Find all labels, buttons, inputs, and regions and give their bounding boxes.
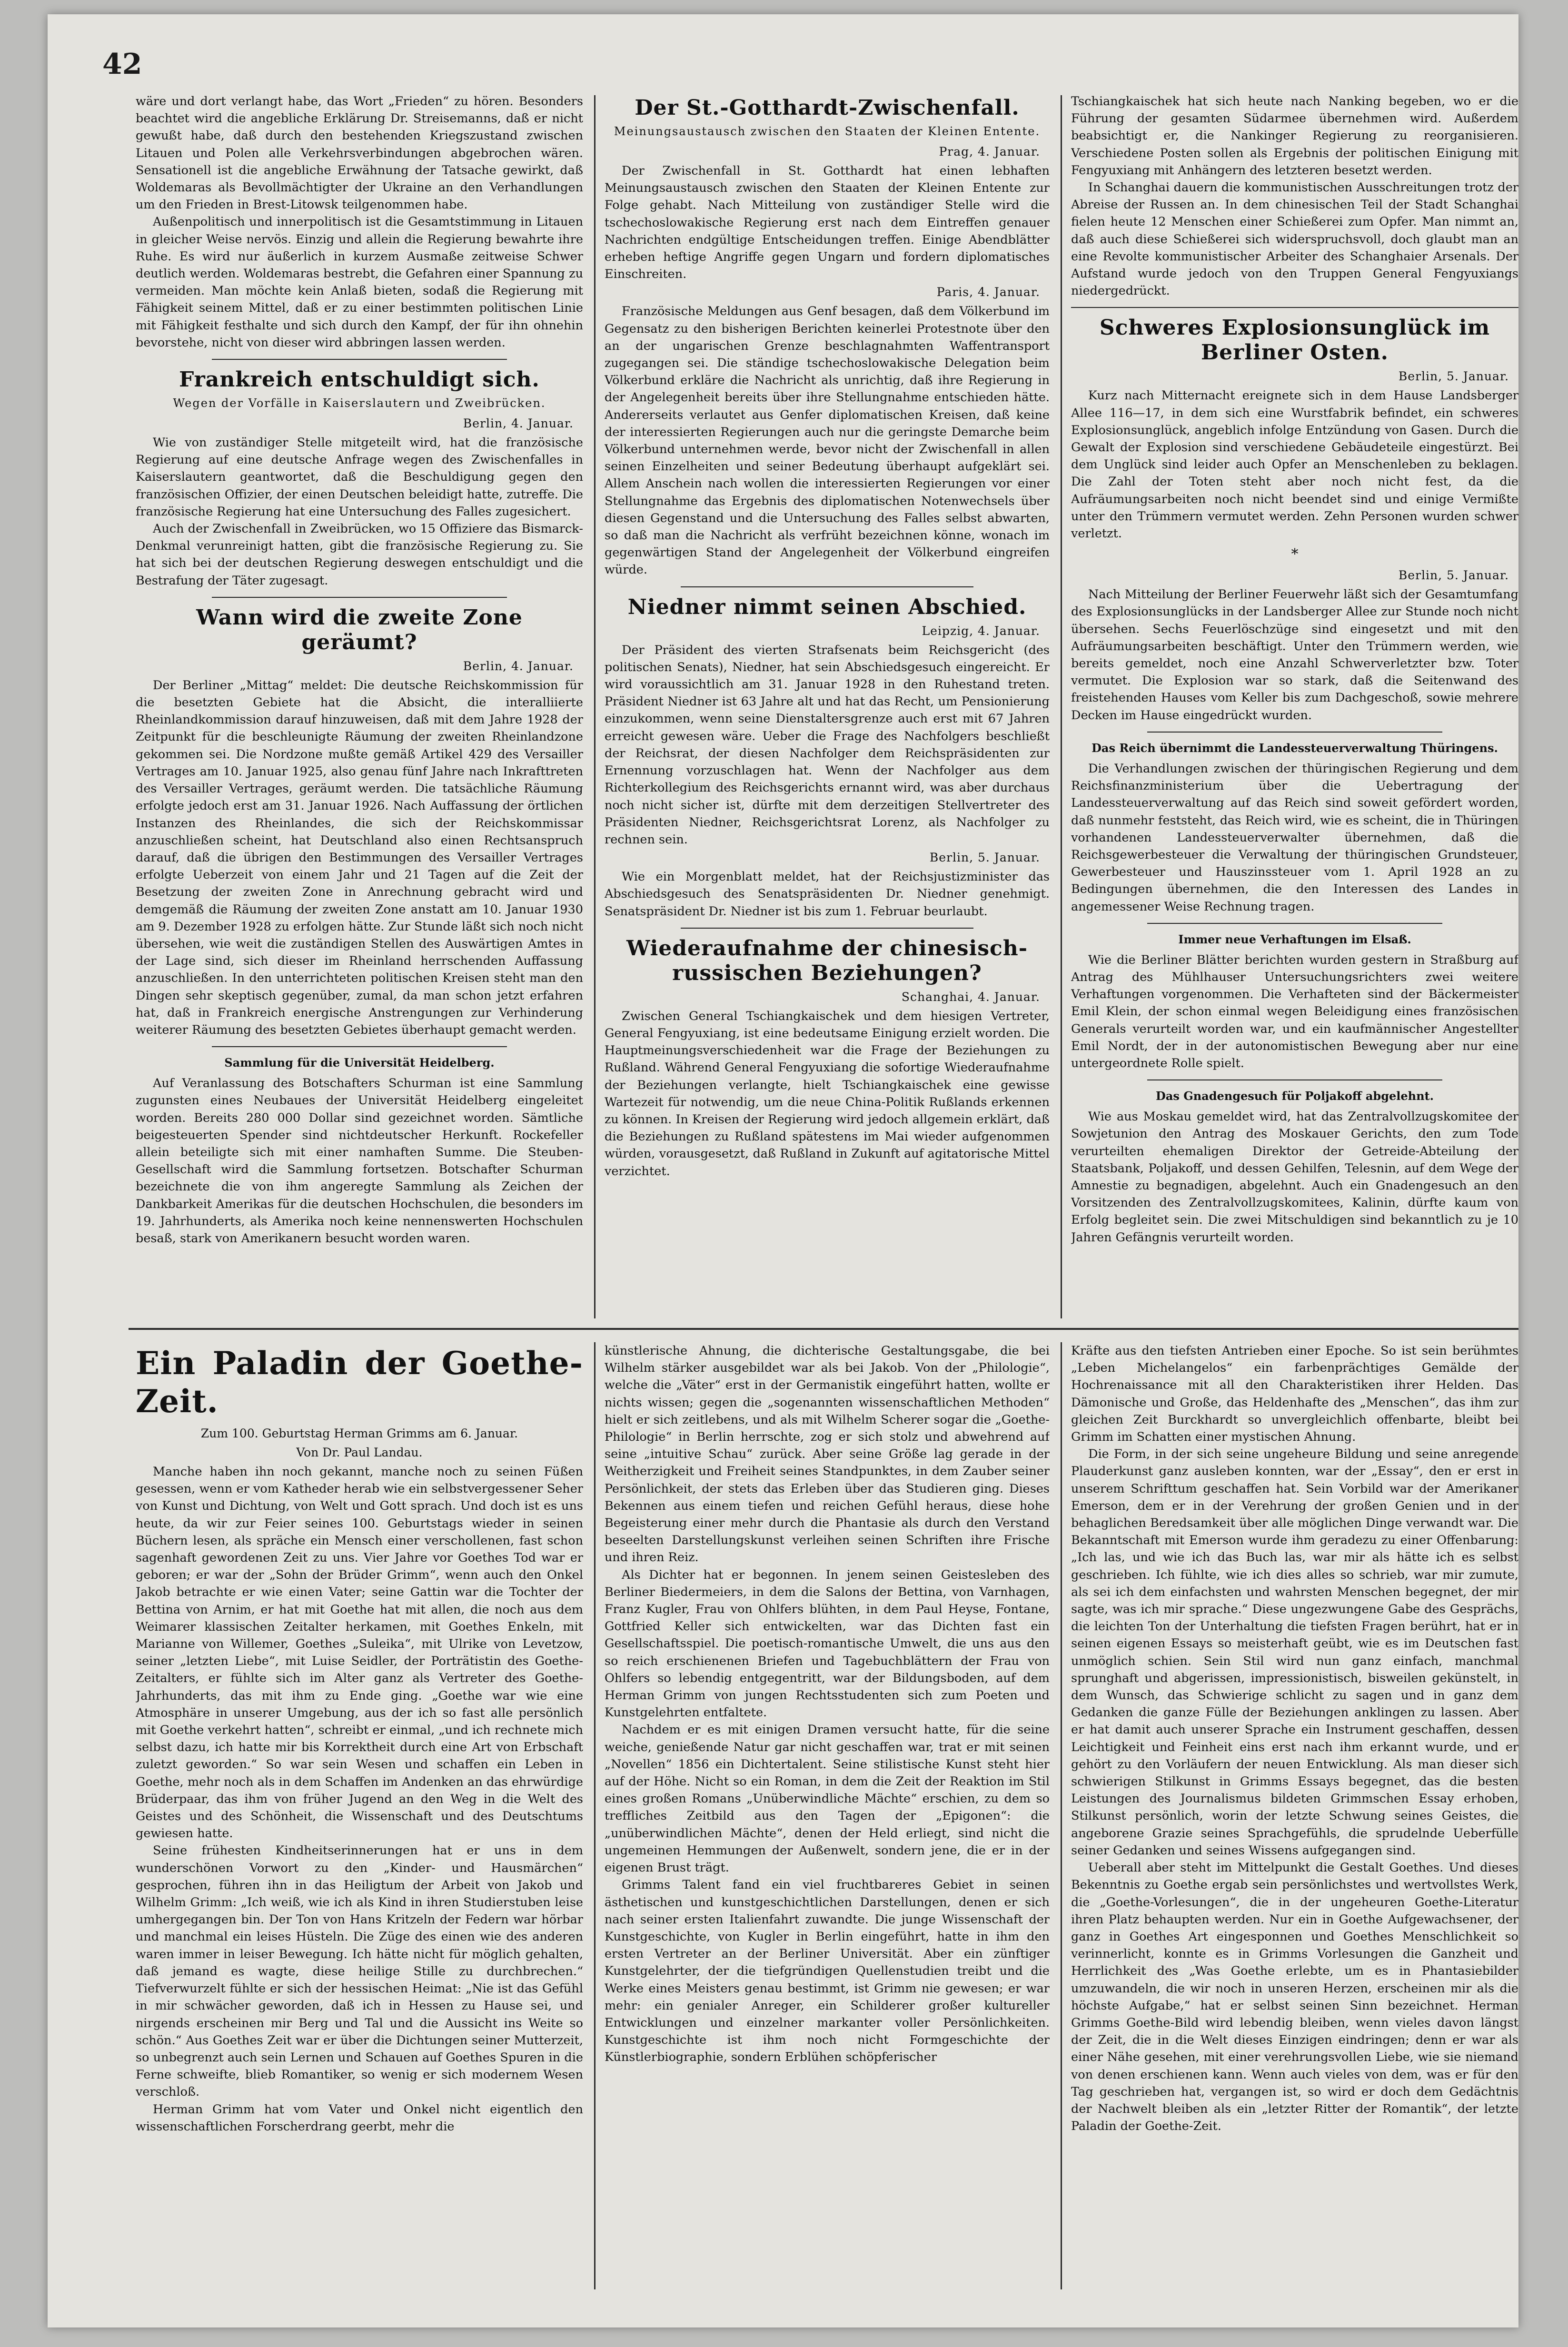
feature-subtitle: Zum 100. Geburtstag Herman Grimms am 6. Januar. xyxy=(200,1426,518,1440)
paragraph: Auf Veranlassung des Botschafters Schurman ist eine Sammlung zugunsten eines Neubaues der Universität Heidelberg eingeleitet worden. Bereits 280 000 Dollar sind gezeichnet worden. Sämtliche beigesteuerten Spender sind nichtdeutscher Herkunft. Rockefeller allein beteiligte sich mit einer namhaften Summe. Die Steuben-Gesellschaft wird die Sammlung fortsetzen. Botschafter Schurman bezeichnete die von ihm angeregte Sammlung als Zeichen der Dankbarkeit Amerikas für die deutschen Hochschulen, die besonders im 19. Jahrhunderts, als Amerika noch keine nennenswerten Hochschulen besaß, stark von Amerikanern besucht worden waren. xyxy=(136,1076,583,1246)
paragraph: Wie ein Morgenblatt meldet, hat der Reichsjustizminister das Abschiedsgesuch des Senatspräsidenten Dr. Niedner genehmigt. Senatspräsident Dr. Niedner ist bis zum 1. Februar beurlaubt. xyxy=(605,870,1050,919)
dateline: Leipzig, 4. Januar. xyxy=(922,624,1040,638)
headline-heidelberg: Sammlung für die Universität Heidelberg. xyxy=(224,1056,495,1070)
newspaper-page xyxy=(48,14,1518,2327)
paragraph: Ueberall aber steht im Mittelpunkt die Gestalt Goethes. Und dieses Bekenntnis zu Goethe ergab sein persönlichstes und wertvollstes Werk, die „Goethe-Vorlesungen“, die in der ungeheuren Goethe-Literatur ihren Platz behaupten werden. Nur ein in Goethe Aufgewachsener, der ganz in Goethes Art eingesponnen und Goethes Menschlichkeit so verinnerlicht, konnte es in Grimms Vorlesungen die Ganzheit und Herrlichkeit des „Was Goethe erlebte, um es in Phantasiebilder umzuwandeln, die wir noch in unseren Herzen, erscheinen mir als die höchste Aufgabe,“ hat er selbst seinen Sinn bezeichnet. Herman Grimms Goethe-Bild wird lebendig bleiben, wenn vieles davon längst der Zeit, die in die Welt dieses Einzigen eindringen; denn er war als einer Nähe gesehen, mit einer verehrungsvollen Liebe, wie sie niemand von denen erschienen kann. Wenn auch vieles von dem, was er für den Tag geschrieben hat, vergangen ist, so wird er doch dem Gedächtnis der Nachwelt bleiben als ein „letzter Ritter der Romantik“, der letzte Paladin der Goethe-Zeit. xyxy=(1071,1861,1518,2134)
feature-author: Von Dr. Paul Landau. xyxy=(296,1446,423,1459)
paragraph: Nachdem er es mit einigen Dramen versucht hatte, für die seine weiche, genießende Natur gar nicht geschaffen war, trat er mit seinen „Novellen“ 1856 ein Dichtertalent. Seine stilistische Kunst steht hier auf der Höhe. Nicht so ein Roman, in dem die Zeit der Reaktion im Stil eines großen Romans „Unüberwindliche Mächte“ erschien, zu dem so treffliches Zeitbild aus den Tagen der „Epigonen“: die „unüberwindlichen Mächte“, denen der Held erliegt, sind nicht die ungemeinen Hemmungen der Außenwelt, sondern jene, die er in der eigenen Brust trägt. xyxy=(605,1723,1050,1875)
paragraph: Als Dichter hat er begonnen. In jenem seinen Geistesleben des Berliner Biedermeiers, in dem die Salons der Bettina, von Varnhagen, Franz Kugler, Frau von Ohlfers blühten, in dem Paul Heyse, Fontane, Gottfried Keller sich entwickelten, war das Dichten fast ein Gesellschaftsspiel. Die poetisch-romantische Umwelt, die uns aus den so reich erschienenen Briefen und Tagebuchblättern der Frau von Ohlfers so lebendig entgegentritt, war der Bildungsboden, auf dem Herman Grimm von jungen Rechtsstudenten sich zum Poeten und Kunstgelehrten entfaltete. xyxy=(605,1567,1050,1720)
headline-frankreich: Frankreich entschuldigt sich. xyxy=(179,367,540,392)
paragraph: Zwischen General Tschiangkaischek und dem hiesigen Vertreter, General Fengyuxiang, ist eine bedeutsame Einigung erzielt worden. Die Hauptmeinungsverschiedenheit war die Frage der Beziehungen zu Rußland. Während General Fengyuxiang die sofortige Wiederaufnahme der Beziehungen verlangte, hielt Tschiangkaischek eine gewisse Wartezeit für notwendig, um die neue China-Politik Rußlands erkennen zu können. In Kreisen der Regierung wird jedoch allgemein erklärt, daß die Beziehungen zu Rußland spätestens im Mai wieder aufgenommen würden, vorausgesetzt, daß Rußland in Zukunft auf agitatorische Mittel verzichtet. xyxy=(605,1009,1050,1178)
divider xyxy=(681,586,973,587)
paragraph: Kräfte aus den tiefsten Antrieben einer Epoche. So ist sein berühmtes „Leben Michelangelos“ ein farbenprächtiges Gemälde der Hochrenaissance mit all den Charakteristiken ihrer Helden. Das Dämonische und Große, das Heldenhafte des „Menschen“, das ihm zur gleichen Zeit Burckhardt so unvergleichlich offenbarte, bleibt bei Grimm im Schatten einer mystischen Ahnung. xyxy=(1071,1344,1518,1445)
divider xyxy=(1147,732,1442,733)
paragraph: wäre und dort verlangt habe, das Wort „Frieden“ zu hören. Besonders beachtet wird die angebliche Erklärung Dr. Streisemanns, daß er nicht gewußt habe, daß durch den bestehenden Kriegszustand zwischen Litauen und Polen alle Verkehrsverbindungen abgebrochen wären. Sensationell ist die angebliche Erwähnung der Tatsache gewirkt, daß Woldemaras als Bevollmächtigter der Ukraine an den Verhandlungen um den Frieden in Brest-Litowsk teilgenommen habe. xyxy=(136,94,583,212)
feature-separator xyxy=(129,1328,1518,1330)
subheadline: Wegen der Vorfälle in Kaiserslautern und Zweibrücken. xyxy=(173,396,546,410)
paragraph: Herman Grimm hat vom Vater und Onkel nicht eigentlich den wissenschaftlichen Forscherdrang geerbt, mehr die xyxy=(136,2102,583,2134)
paragraph: Die Verhandlungen zwischen der thüringischen Regierung und dem Reichsfinanzministerium über die Uebertragung der Landessteuerverwaltung auf das Reich sind soweit gefördert worden, daß nunmehr feststeht, das Reich wird, wie es scheint, die in Thüringen vorhandenen Landessteuerverwalter übernehmen, daß die Reichsgewerbesteuer die Verwaltung der thüringischen Grundsteuer, Gewerbesteuer und Hauszinssteuer vom 1. April 1928 an zu Bedingungen übernehmen, die den Interessen des Landes in angemessener Weise Rechnung tragen. xyxy=(1071,761,1518,914)
dateline: Berlin, 4. Januar. xyxy=(463,659,574,673)
divider xyxy=(681,928,973,929)
paragraph: In Schanghai dauern die kommunistischen Ausschreitungen trotz der Abreise der Russen an. In dem chinesischen Teil der Stadt Schanghai fielen heute 12 Menschen einer Schießerei zum Opfer. Man nimmt an, daß auch diese Schießerei sich widerspruchsvoll, doch glaubt man an eine Revolte kommunistischer Arbeiter des Schanghaier Arsenals. Der Aufstand wurde jedoch von den Truppen General Fengyuxiangs niedergedrückt. xyxy=(1071,180,1518,298)
column-1 xyxy=(136,93,583,1292)
paragraph: Manche haben ihn noch gekannt, manche noch zu seinen Füßen gesessen, wenn er vom Katheder herab wie ein selbstvergessener Seher von Kunst und Dichtung, von Welt und Gott sprach. Und doch ist es uns heute, da wir zur Feier seines 100. Geburtstags wieder in seinen Büchern lesen, als spräche ein Mensch einer verschollenen, fast schon sagenhaft gewordenen Zeit zu uns. Vier Jahre vor Goethes Tod war er geboren; er war der „Sohn der Brüder Grimm“, wenn auch den Onkel Jakob betrachte er wie einen Vater; seine Gattin war die Tochter der Bettina von Arnim, er hat mit Goethe hat mit allen, die noch aus dem Weimarer klassischen Zeitalter herkamen, mit Goethes Enkeln, mit Marianne von Willemer, Goethes „Suleika“, mit Ulrike von Levetzow, seiner „letzten Liebe“, mit Luise Seidler, der Porträtistin des Goethe-Zeitalters, er fühlte sich im Alter ganz als Vertreter des Goethe-Jahrhunderts, das mit ihm zu Ende ging. „Goethe war wie eine Atmosphäre in unserer Umgebung, aus der ich so fast alle persönlich mit Goethe verkehrt hatten“, schreibt er einmal, „und ich rechnete mich selbst dazu, ich hatte mir bis Korrektheit durch eine Art von Erbschaft zuletzt geworden.“ So war sein Wesen und schaffen ein Leben in Goethe, mehr noch als in dem Schaffen im Andenken an das ehrwürdige Brüderpaar, das ihm von früher Jugend an den Weg in die Welt des Geistes und des Schönheit, die Wissenschaft und des Deutschtums gewiesen hatte. xyxy=(136,1465,583,1841)
paragraph: Grimms Talent fand ein viel fruchtbareres Gebiet in seinen ästhetischen und kunstgeschichtlichen Darstellungen, denen er sich nach seiner ersten Italienfahrt zuwandte. Die junge Wissenschaft der Kunstgeschichte, von Kugler in Berlin eingeführt, hatte in ihm den ersten Vertreter an der Berliner Universität. Aber ein zünftiger Kunstgelehrter, der die tiefgründigen Quellenstudien treibt und die Werke eines Meisters genau bestimmt, ist Grimm nie gewesen; er war mehr: ein genialer Anreger, ein Schilderer großer kultureller Entwicklungen und einzelner markanter voller Persönlichkeiten. Kunstgeschichte ist ihm noch nicht Formgeschichte der Künstlerbiographie, sondern Erblühen schöpferischer xyxy=(605,1878,1050,2065)
divider xyxy=(212,1046,507,1047)
divider xyxy=(1147,1079,1442,1080)
column-2 xyxy=(605,93,1050,1311)
divider xyxy=(1071,307,1518,308)
feature-column-1 xyxy=(136,1342,583,2294)
feature-column-3 xyxy=(1071,1342,1518,2289)
headline-explosion: Schweres Explosionsunglück im Berliner Osten. xyxy=(1099,316,1490,365)
dateline: Paris, 4. Januar. xyxy=(936,285,1040,299)
paragraph: Tschiangkaischek hat sich heute nach Nanking begeben, wo er die Führung der gesamten Südarmee übernehmen wird. Außerdem beabsichtigt er, die Nankinger Regierung zu reorganisieren. Verschiedene Posten sollen als Ergebnis der politischen Einigung mit Fengyuxiang mit Anhängern des letzteren besetzt werden. xyxy=(1071,94,1518,178)
dateline: Berlin, 5. Januar. xyxy=(929,851,1040,865)
paragraph: Auch der Zwischenfall in Zweibrücken, wo 15 Offiziere das Bismarck-Denkmal verunreinigt hatten, gibt die französische Regierung zu. Sie hat sich bei der deutschen Regierung deswegen entschuldigt und die Bestrafung der Täter zugesagt. xyxy=(136,522,583,588)
paragraph: Der Präsident des vierten Strafsenats beim Reichsgericht (des politischen Senats), Niedner, hat sein Abschiedsgesuch eingereicht. Er wird voraussichtlich am 31. Januar 1928 in den Ruhestand treten. Präsident Niedner ist 63 Jahre alt und hat das Recht, um Pensionierung einzukommen, wenn seine Dienstaltersgrenze auch erst mit 67 Jahren erreicht gewesen wäre. Ueber die Frage des Nachfolgers beschließt der Reichsrat, der diesen Nachfolger dem Reichspräsidenten zur Ernennung vorzuschlagen hat. Wenn der Nachfolger aus dem Richterkollegium des Reichsgerichts ernannt wird, was aber durchaus noch nicht sicher ist, dürfte mit dem derzeitigen Stellvertreter des Präsidenten Niedner, Reichsgerichtsrat Lorenz, als Nachfolger zu rechnen sein. xyxy=(605,643,1050,847)
column-rule xyxy=(1061,1342,1062,2289)
paragraph: Außenpolitisch und innerpolitisch ist die Gesamtstimmung in Litauen in gleicher Weise nervös. Einzig und allein die Regierung bewahrte ihre Ruhe. Es wird nur äußerlich in kurzem Ausmaße zeitweise Schwer deutlich werden. Woldemaras bestrebt, die Gefahren einer Spannung zu vermeiden. Man möchte kein Anlaß bieten, sodaß die Regierung mit Fähigkeit seinem Mittel, daß er zu einer bestimmten politischen Linie mit Fähigkeit festhalte und sich durch den Kampf, der für ihn ohnehin bevorstehe, nicht von dieser wird abbringen lassen werden. xyxy=(136,215,583,350)
paragraph: Nach Mitteilung der Berliner Feuerwehr läßt sich der Gesamtumfang des Explosionsunglücks in der Landsberger Allee zur Stunde noch nicht übersehen. Sechs Feuerlöschzüge sind eingesetzt und mit den Aufräumungsarbeiten beschäftigt. Unter den Trümmern werden, wie bereits gemeldet, noch eine Anzahl Schwerverletzter bzw. Toter vermutet. Die Explosion war so stark, daß die Seitenwand des freistehenden Hauses vom Keller bis zum Dachgeschoß, sowie mehrere Decken im Hause eingedrückt wurden. xyxy=(1071,587,1518,723)
headline-china: Wiederaufnahme der chinesisch-russischen Beziehungen? xyxy=(626,936,1028,985)
subheadline: Meinungsaustausch zwischen den Staaten der Kleinen Entente. xyxy=(614,125,1041,138)
divider xyxy=(212,359,507,360)
paragraph: Die Form, in der sich seine ungeheure Bildung und seine anregende Plauderkunst ganz ausleben konnten, war der „Essay“, den er erst in unserem Schrifttum geschaffen hat. Sein Vorbild war der Amerikaner Emerson, dem er in der Verehrung der großen Genien und in der behaglichen Beredsamkeit über alle möglichen Dinge verwandt war. Die Bekanntschaft mit Emerson wurde ihm geradezu zu einer Offenbarung: „Ich las, und wie ich das Buch las, war mir als hätte ich es selbst geschrieben. Ich fühlte, wie ich dies alles so schrieb, war mir zumute, als sei ich dem einfachsten und wahrsten Menschen begegnet, der mir sagte, was ich mir sprache.“ Diese ungezwungene Gabe des Gesprächs, die leichten Ton der Unterhaltung die tiefsten Fragen berührt, hat er in seinen eigenen Essays so meisterhaft geübt, wie es im Deutschen fast unmöglich schien. Sein Stil wird nun ganz einfach, manchmal sprunghaft und abgerissen, impressionistisch, bisweilen gekünstelt, in dem Wunsch, das Schwierige schlicht zu sagen und in ganz dem Gedanken die ganze Fülle der Beziehungen anklingen zu lassen. Aber er hat damit auch unserer Sprache ein Instrument geschaffen, dessen Leichtigkeit und Feinheit eins erst nach ihm erkannt wurde, und er gehört zu den Vorläufern der neuen Entwicklung. Als man dieser sich schwierigen Stilkunst in Grimms Essays begegnet, das die besten Leistungen des Journalismus bildeten Grimmschen Essay erhoben, Stilkunst persönlich, worin der letzte Schwung seines Geistes, die angeborene Grazie seines Sprachgefühls, die sprudelnde Ueberfülle seiner Gedanken und seines Wissens aufgegangen sind. xyxy=(1071,1447,1518,1858)
headline-elsass: Immer neue Verhaftungen im Elsaß. xyxy=(1178,932,1411,946)
divider xyxy=(1147,923,1442,924)
headline-poljakoff: Das Gnadengesuch für Poljakoff abgelehnt. xyxy=(1156,1089,1434,1103)
paragraph: Seine frühesten Kindheitserinnerungen hat er uns in dem wunderschönen Vorwort zu den „Kinder- und Hausmärchen“ gesprochen, führen ihn in das Heiligtum der Arbeit von Jakob und Wilhelm Grimm: „Ich weiß, wie ich als Kind in ihren Studierstuben leise umhergegangen bin. Der Ton von Hans Kritzeln der Federn war hörbar und manchmal ein leises Hüsteln. Die Züge des einen wie des anderen waren immer in leiser Bewegung. Ich hätte nicht für möglich gehalten, daß jemand es wagte, diese heilige Stille zu durchbrechen.“ Tiefverwurzelt fühlte er sich der hessischen Heimat: „Nie ist das Gefühl in mir schwächer geworden, daß ich in Hessen zu Hause sei, und nirgends erscheinen mir Berg und Tal und die Aussicht ins Weite so schön.“ Aus Goethes Zeit war er über die Dichtungen seiner Mutterzeit, so unbegrenzt auch sein Lernen und Schauen auf Goethes Spuren in die Ferne schweifte, blieb Romantiker, so wenig er sich modernem Wesen verschloß. xyxy=(136,1843,583,2099)
headline-gotthardt: Der St.-Gotthardt-Zwischenfall. xyxy=(635,96,1020,120)
column-rule xyxy=(594,1342,595,2289)
paragraph: Der Zwischenfall in St. Gotthardt hat einen lebhaften Meinungsaustausch zwischen den Staaten der Kleinen Entente zur Folge gehabt. Nach Mitteilung von zuständiger Stelle wird die tschechoslowakische Regierung erst nach dem Eintreffen genauer Nachrichten endgültige Entscheidungen treffen. Einige Abendblätter erheben heftige Angriffe gegen Ungarn und fordern diplomatisches Einschreiten. xyxy=(605,164,1050,282)
divider xyxy=(212,597,507,598)
headline-niedner: Niedner nimmt seinen Abschied. xyxy=(627,594,1027,619)
paragraph: künstlerische Ahnung, die dichterische Gestaltungsgabe, die bei Wilhelm stärker ausgebildet war als bei Jakob. Von der „Philologie“, welche die „Väter“ erst in der Germanistik eingeführt hatten, wollte er nichts wissen; gegen die „sogenannten wissenschaftlichen Methoden“ hielt er sich zeitlebens, und als mit Wilhelm Scherer sogar die „Goethe-Philologie“ in Berlin herrschte, zog er sich stolz und abwehrend auf seine „intuitive Schau“ zurück. Aber seine Größe lag gerade in der Weitherzigkeit und Freiheit seines Standpunktes, in dem Zauber seiner Persönlichkeit, der stets das Erleben über das Studieren ging. Dieses Bekennen aus einem tiefen und reichen Gefühl heraus, diese hohe Begeisterung einer mehr durch die Phantasie als durch den Verstand beseelten Darstellungskunst verleihen seinen Schriften ihre Frische und ihren Reiz. xyxy=(605,1344,1050,1565)
column-rule xyxy=(594,95,595,1318)
paragraph: Kurz nach Mitternacht ereignete sich in dem Hause Landsberger Allee 116—17, in dem sich eine Wurstfabrik befindet, ein schweres Explosionsunglück, angeblich infolge Entzündung von Gasen. Durch die Gewalt der Explosion sind verschiedene Gebäudeteile eingestürzt. Bei dem Unglück sind leider auch Opfer an Menschenleben zu beklagen. Die Zahl der Toten steht aber noch nicht fest, da die Aufräumungsarbeiten noch nicht beendet sind und einige Vermißte unter den Trümmern vermutet werden. Zehn Personen wurden schwer verletzt. xyxy=(1071,388,1518,541)
column-rule xyxy=(1061,95,1062,1318)
column-3 xyxy=(1071,93,1518,1311)
dateline: Berlin, 5. Januar. xyxy=(1398,568,1509,583)
paragraph: Wie die Berliner Blätter berichten wurden gestern in Straßburg auf Antrag des Mühlhauser Untersuchungsrichters zwei weitere Verhaftungen vorgenommen. Die Verhafteten sind der Bäckermeister Emil Klein, der schon einmal wegen Beleidigung eines französischen Generals verurteilt worden war, und ein kaufmännischer Angestellter Emil Nordt, der in der autonomistischen Bewegung aber nur eine untergeordnete Rolle spielt. xyxy=(1071,952,1518,1070)
feature-title: Ein Paladin der Goethe-Zeit. xyxy=(136,1345,583,1420)
dateline: Berlin, 4. Januar. xyxy=(463,416,574,431)
paragraph: Der Berliner „Mittag“ meldet: Die deutsche Reichskommission für die besetzten Gebiete hat die Absicht, die interalliierte Rheinlandkommission darauf hinzuweisen, daß mit dem Jahre 1928 der Zeitpunkt für die beschleunigte Räumung der zweiten Rheinlandzone gekommen sei. Die Nordzone mußte gemäß Artikel 429 des Versailler Vertrages am 10. Januar 1925, also genau fünf Jahre nach Inkrafttreten des Versailler Vertrages, geräumt werden. Die tatsächliche Räumung erfolgte jedoch erst am 31. Januar 1926. Nach Auffassung der örtlichen Instanzen des Rheinlandes, die sich der Reichskommissar anzuschließen scheint, hat Deutschland also einen Rechtsanspruch darauf, daß die übrigen den Bestimmungen des Versailler Vertrages erfolgte Ueberzeit von einem Jahr und 21 Tagen auf die Zeit der Besetzung der zweiten Zone in Anrechnung gebracht wird und demgemäß die Räumung der zweiten Zone anstatt am 10. Januar 1930 am 9. Dezember 1928 zu erfolgen hätte. Zur Stunde läßt sich noch nicht übersehen, wie weit die zuständigen Stellen des Auswärtigen Amtes in der Lage sind, sich dieser im Rheinland herrschenden Auffassung anzuschließen. In den unterrichteten politischen Kreisen steht man den Dingen sehr skeptisch gegenüber, zumal, da man schon jetzt erfahren hat, daß in Frankreich energische Anstrengungen zur Verhinderung weiterer Räumung des besetzten Gebietes überhaupt gemacht werden. xyxy=(136,678,583,1037)
paragraph: Wie von zuständiger Stelle mitgeteilt wird, hat die französische Regierung auf eine deutsche Anfrage wegen des Zwischenfalles in Kaiserslautern geantwortet, daß die Beschuldigung gegen den französischen Offizier, der einen Deutschen beleidigt hatte, zutreffe. Die französische Regierung hat eine Untersuchung des Falles zugesichert. xyxy=(136,436,583,519)
headline-zone: Wann wird die zweite Zone geräumt? xyxy=(196,605,523,654)
page-number: 42 xyxy=(102,48,142,81)
dateline: Schanghai, 4. Januar. xyxy=(901,990,1040,1004)
dateline: Prag, 4. Januar. xyxy=(939,145,1040,158)
section-star: * xyxy=(1291,546,1299,563)
feature-column-2 xyxy=(605,1342,1050,2289)
paragraph: Wie aus Moskau gemeldet wird, hat das Zentralvollzugskomitee der Sowjetunion den Antrag des Moskauer Gerichts, den zum Tode verurteilten ehemaligen Direktor der Getreide-Abteilung der Staatsbank, Poljakoff, und dessen Gehilfen, Telesnin, auf dem Wege der Amnestie zu begnadigen, abgelehnt. Auch ein Gnadengesuch an den Vorsitzenden des Zentralvollzugskomitees, Kalinin, dürfte kaum von Erfolg begleitet sein. Die zwei Mitschuldigen sind bekanntlich zu je 10 Jahren Gefängnis verurteilt worden. xyxy=(1071,1109,1518,1245)
paragraph: Französische Meldungen aus Genf besagen, daß dem Völkerbund im Gegensatz zu den bisherigen Berichten keinerlei Protestnote über den an der ungarischen Grenze beschlagnahmten Waffentransport zugegangen sei. Die ständige tschechoslowakische Delegation beim Völkerbund erkläre die Nachricht als unrichtig, daß ihre Regierung in der Angelegenheit bereits über ihre Stellungnahme entschieden hätte. Andererseits verlautet aus Genfer diplomatischen Kreisen, daß keine der interessierten Regierungen auch nur die geringste Demarche beim Völkerbund unternehmen werde, bevor nicht der Zwischenfall in allen seinen Einzelheiten und seiner Bedeutung überhaupt aufgeklärt sei. Allem Anschein nach wollen die interessierten Regierungen vor einer Stellungnahme das Ergebnis des diplomatischen Notenwechsels über diesen Gegenstand und die Untersuchung des Falles selbst abwarten, so daß man die Nachricht als verfrüht bezeichnen könne, wonach im gegenwärtigen Stand der Angelegenheit der Völkerbund eingreifen würde. xyxy=(605,304,1050,577)
headline-thueringen: Das Reich übernimmt die Landessteuerverwaltung Thüringens. xyxy=(1092,741,1498,755)
dateline: Berlin, 5. Januar. xyxy=(1398,369,1509,384)
